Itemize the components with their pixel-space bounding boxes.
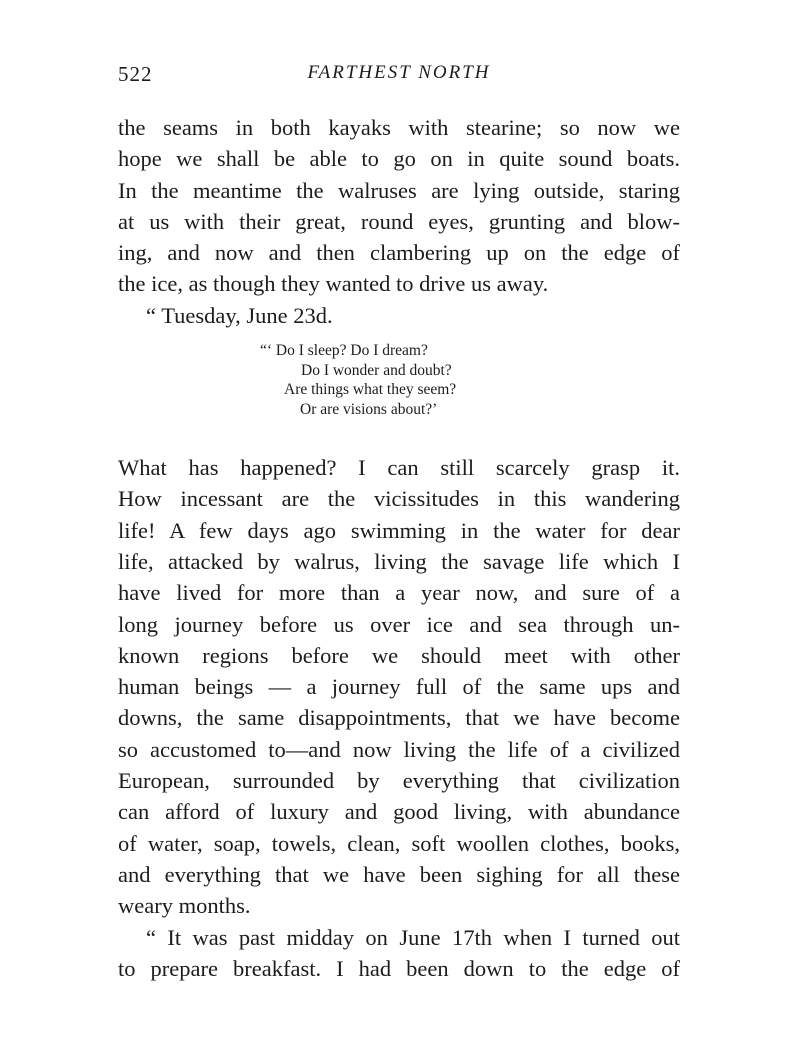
text-line: human beings — a journey full of the same ups and: [118, 674, 680, 700]
text-line: can afford of luxury and good living, with abundance: [118, 799, 680, 825]
text-line: long journey before us over ice and sea through un-: [118, 611, 680, 637]
spacer: [118, 436, 680, 452]
text-line: What has happened? I can still scarcely grasp it.: [118, 455, 680, 481]
text-line: the ice, as though they wanted to drive us away.: [118, 271, 549, 297]
poem-line: Do I wonder and doubt?: [301, 361, 452, 379]
text-line: weary months.: [118, 893, 251, 919]
page-body: [118, 112, 680, 984]
paragraph-2: [118, 452, 680, 921]
text-line: known regions before we should meet with other: [118, 642, 680, 668]
text-line: downs, the same disappointments, that we have become: [118, 705, 680, 731]
text-line: life, attacked by walrus, living the savage life which I: [118, 548, 680, 574]
page-number: 522: [118, 62, 153, 86]
text-line: life! A few days ago swimming in the water for dear: [118, 517, 680, 543]
text-line: so accustomed to—and now living the life of a civilized: [118, 736, 680, 762]
text-line: to prepare breakfast. I had been down to the edge of: [118, 955, 680, 981]
text-line: ing, and now and then clambering up on the edge of: [118, 240, 680, 266]
text-line: the seams in both kayaks with stearine; so now we: [118, 115, 680, 140]
text-line: “ It was past midday on June 17th when I turned out: [146, 924, 680, 950]
text-line: have lived for more than a year now, and sure of a: [118, 580, 680, 606]
poem-line: Are things what they seem?: [284, 381, 457, 399]
text-line: European, surrounded by everything that civilization: [118, 768, 680, 794]
poem-line: Or are visions about?’: [300, 400, 438, 418]
poem-quote: [118, 341, 680, 419]
running-title: FARTHEST NORTH: [307, 62, 491, 83]
text-line: hope we shall be able to go on in quite sound boats.: [118, 146, 680, 172]
page-header: [118, 62, 680, 90]
poem-line: “‘ Do I sleep? Do I dream?: [260, 342, 428, 360]
text-line: and everything that we have been sighing for all these: [118, 861, 680, 887]
text-line: In the meantime the walruses are lying outside, staring: [118, 177, 680, 203]
text-line: How incessant are the vicissitudes in this wandering: [118, 486, 680, 512]
paragraph-1: [118, 112, 680, 300]
text-line: at us with their great, round eyes, grunting and blow-: [118, 208, 680, 234]
text-line: of water, soap, towels, clean, soft woollen clothes, books,: [118, 830, 680, 856]
paragraph-3: [118, 922, 680, 985]
diary-date-heading: “ Tuesday, June 23d.: [146, 302, 333, 328]
